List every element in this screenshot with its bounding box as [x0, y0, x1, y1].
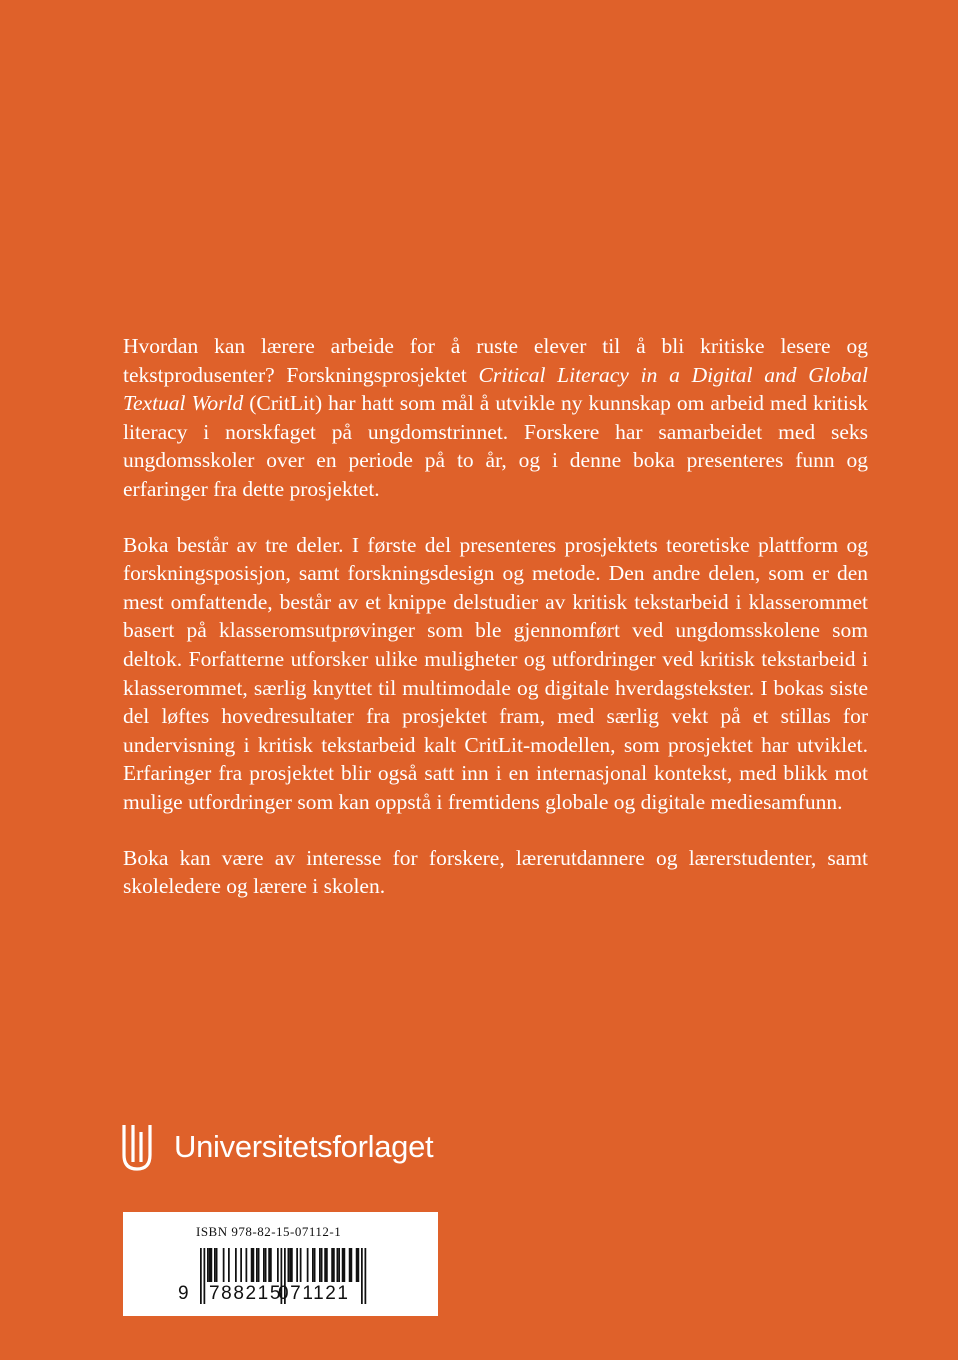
barcode-bar: [312, 1248, 314, 1282]
blurb-p1-text-a: Hvordan kan lærere arbeide for å ruste elever til å bli kritiske lesere og tekstprodusenter? Forskningsprosjektet: [123, 334, 868, 387]
barcode-bar: [338, 1248, 340, 1282]
back-cover-blurb: [123, 332, 868, 901]
isbn-barcode-box: [123, 1212, 438, 1316]
barcode-bar: [214, 1248, 216, 1282]
barcode-digits-right: 071121: [278, 1283, 350, 1304]
barcode-bar: [256, 1248, 258, 1282]
barcode-bar: [268, 1248, 270, 1282]
barcode-bar: [289, 1248, 291, 1282]
barcode-bar: [296, 1248, 298, 1282]
barcode-bar: [240, 1248, 242, 1282]
barcode-bar: [251, 1248, 253, 1282]
blurb-p1-text-b: (CritLit) har hatt som mål å utvikle ny kunnskap om arbeid med kritisk literacy i norskfaget på ungdomstrinnet. Forskere har samarbeidet med seks ungdomsskoler over en periode på to år, og i denne boka presenteres funn og erfaringer fra dette prosjektet.: [123, 391, 868, 501]
barcode-bar: [209, 1248, 211, 1282]
barcode-digit-first: 9: [178, 1283, 189, 1304]
barcode-bar: [356, 1248, 358, 1282]
barcode-bar: [211, 1248, 213, 1282]
barcode-bar: [277, 1248, 279, 1282]
blurb-paragraph-2: Boka består av tre deler. I første del presenteres prosjektets teoretiske plattform og forskningsposisjon, samt forskningsdesign og metode. Den andre delen, som er den mest omfattende, består av et knippe delstudier av kritisk tekstarbeid i klasserommet basert på klasseromsutprøvinger som ble gjennomført ved ungdomsskolene som deltok. Forfatterne utforsker ulike muligheter og utfordringer ved kritisk tekstarbeid i klasserommet, særlig knyttet til multimodale og digitale hverdagstekster. I bokas siste del løftes hovedresultater fra prosjektet fram, med særlig vekt på et stillas for undervisning i kritisk tekstarbeid kalt CritLit-modellen, som prosjektet har utviklet. Erfaringer fra prosjektet blir også satt inn i en internasjonal kontekst, med blikk mot mulige utfordringer som kan oppstå i fremtidens globale og digitale mediesamfunn.: [123, 532, 868, 814]
barcode-digits-left: 788215: [209, 1283, 283, 1304]
barcode-bar: [246, 1248, 248, 1282]
barcode-bar: [258, 1248, 260, 1282]
barcode-bar: [235, 1248, 237, 1282]
publisher-name: Universitetsforlaget: [174, 1129, 434, 1164]
barcode-bar: [288, 1248, 290, 1282]
universitetsforlaget-logo-icon: [122, 1122, 152, 1172]
barcode-bar: [333, 1248, 335, 1282]
barcode-bar: [263, 1248, 265, 1282]
barcode-bar: [216, 1248, 218, 1282]
barcode-bar: [344, 1248, 346, 1282]
project-title: Critical Literacy in a Digital and Global Textual World: [123, 362, 868, 416]
barcode-bar: [300, 1248, 302, 1282]
barcode-digits: [178, 1283, 378, 1309]
blurb-paragraph-3: Boka kan være av interesse for forskere, lærerutdannere og lærerstudenter, samt skoleledere og lærere i skolen.: [123, 845, 868, 899]
barcode-bar: [351, 1248, 353, 1282]
publisher-logo: [122, 1122, 433, 1172]
barcode-bar: [207, 1248, 209, 1282]
barcode-bar: [291, 1248, 293, 1282]
barcode-bar: [228, 1248, 230, 1282]
barcode-bar: [265, 1248, 267, 1282]
barcode-bar: [326, 1248, 328, 1282]
barcode-bar: [319, 1248, 321, 1282]
isbn-label: ISBN 978-82-15-07112-1: [196, 1224, 342, 1239]
barcode-bar: [342, 1248, 344, 1282]
barcode-bar: [314, 1248, 316, 1282]
barcode-bar: [349, 1248, 351, 1282]
barcode-bar: [253, 1248, 255, 1282]
barcode-bar: [337, 1248, 339, 1282]
barcode-bar: [307, 1248, 309, 1282]
barcode-bar: [358, 1248, 360, 1282]
barcode-bar: [331, 1248, 333, 1282]
barcode-bar: [324, 1248, 326, 1282]
barcode-bar: [270, 1248, 272, 1282]
barcode-bar: [223, 1248, 225, 1282]
barcode-bar: [321, 1248, 323, 1282]
blurb-paragraph-1: [123, 332, 868, 504]
